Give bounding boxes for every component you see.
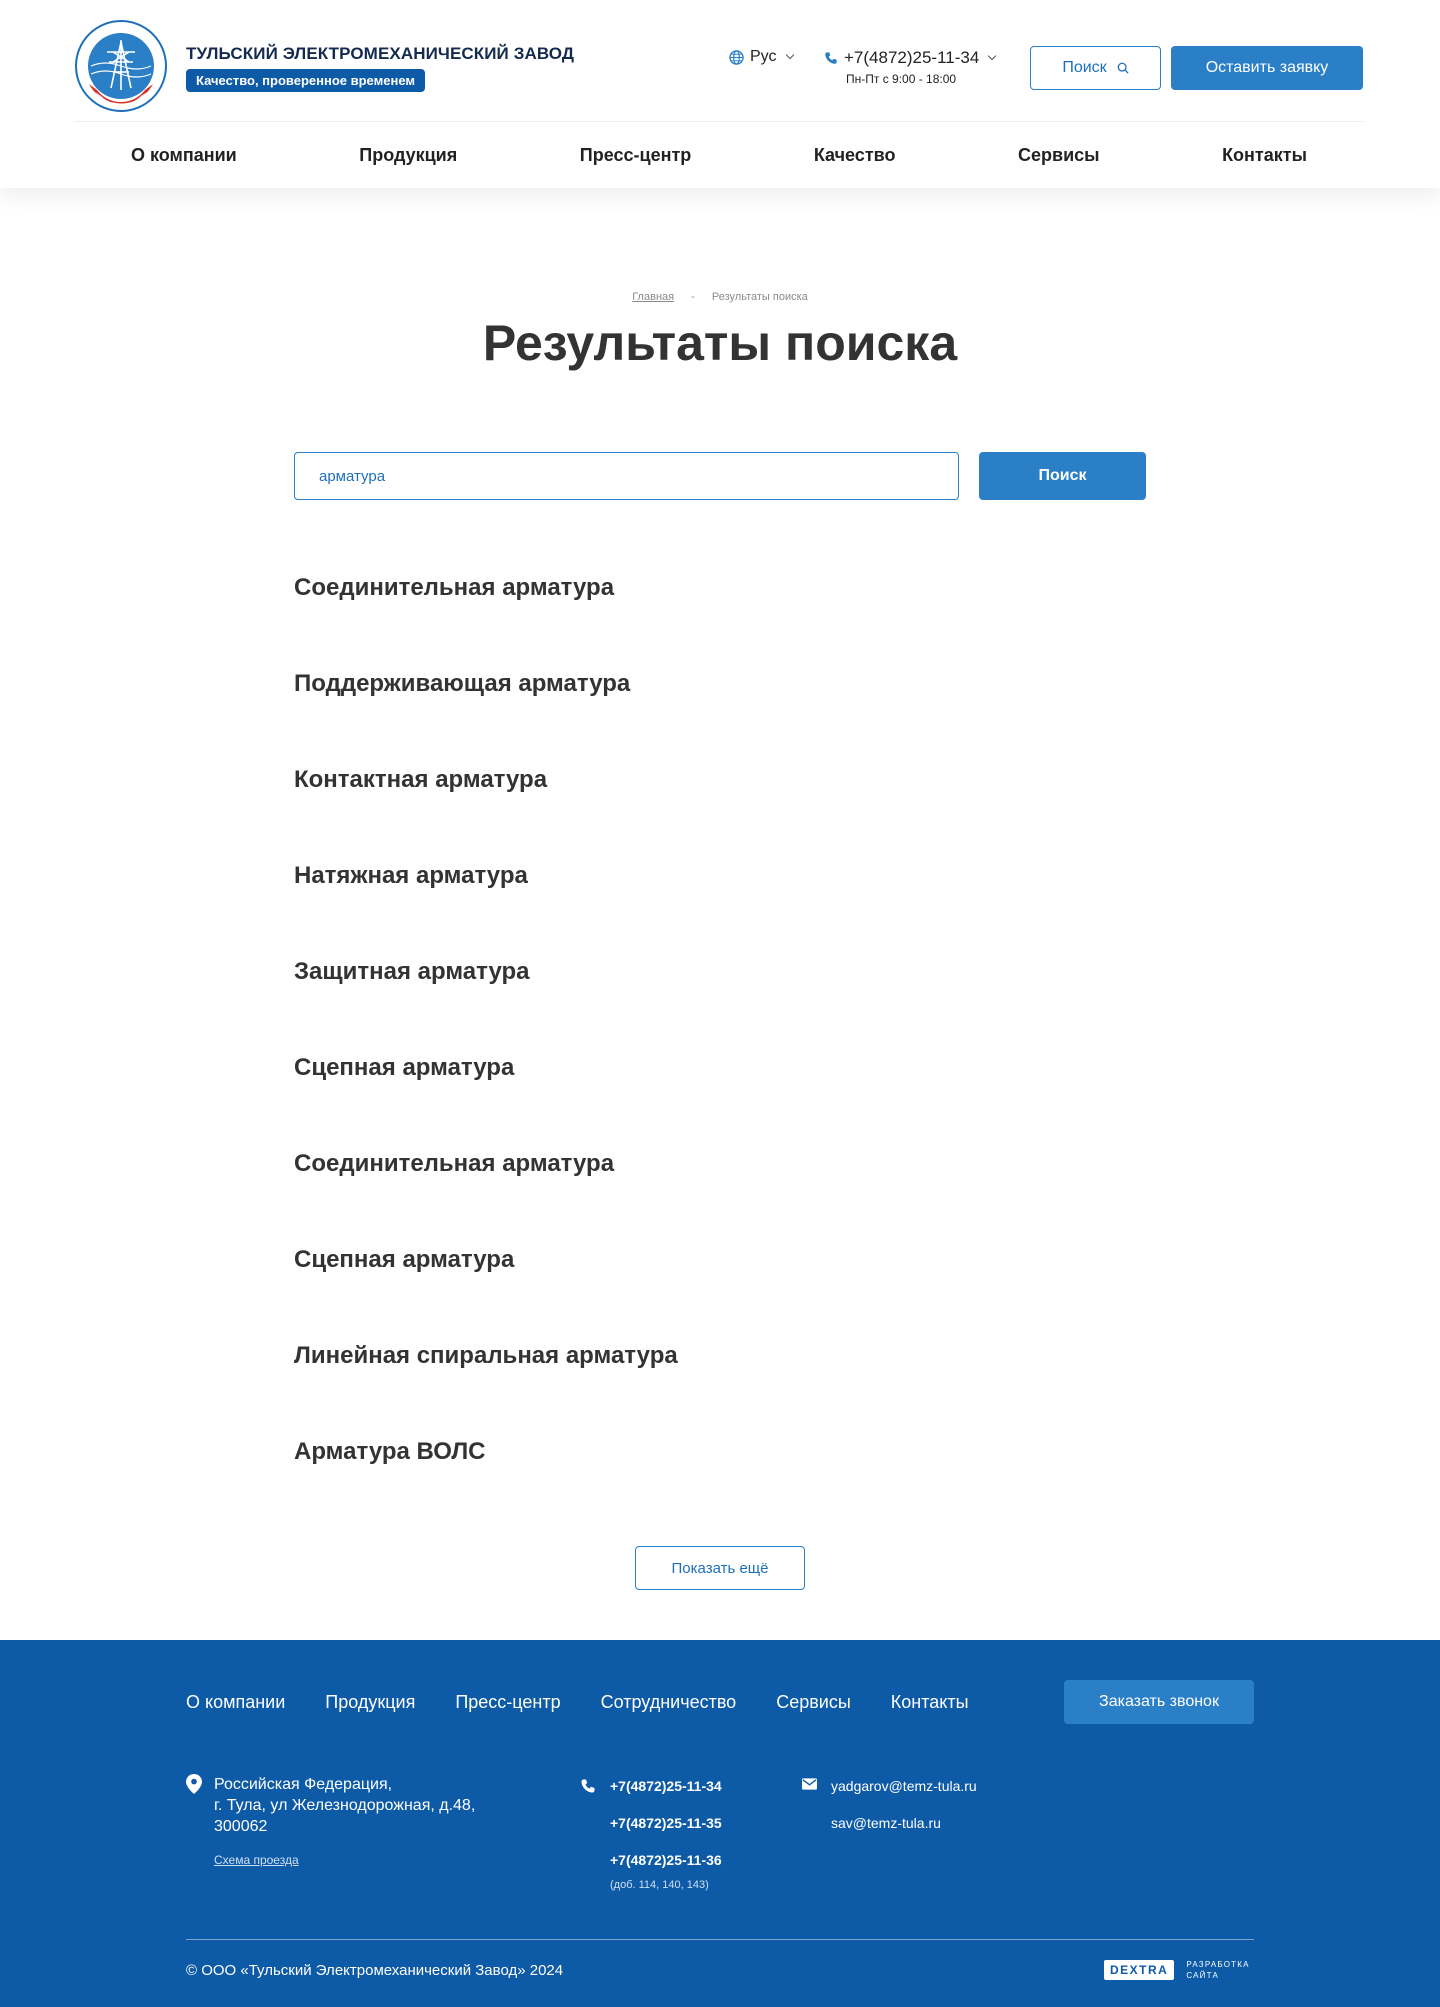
brand-tagline: Качество, проверенное временем bbox=[186, 69, 425, 92]
chevron-down-icon bbox=[988, 52, 996, 60]
language-selector[interactable] bbox=[729, 48, 793, 66]
search-results bbox=[294, 570, 1146, 1530]
footer-nav-cooperation[interactable]: Сотрудничество bbox=[600, 1692, 737, 1712]
footer-phone[interactable]: +7(4872)25-11-36 bbox=[610, 1852, 722, 1868]
nav-item-press[interactable]: Пресс-центр bbox=[579, 144, 692, 165]
site-header bbox=[0, 0, 1440, 188]
footer-nav-services[interactable]: Сервисы bbox=[776, 1692, 851, 1712]
header-search-button[interactable] bbox=[1030, 46, 1161, 90]
phone-icon bbox=[824, 51, 838, 65]
header-phone-number[interactable]: +7(4872)25-11-34 bbox=[844, 48, 980, 67]
header-phone[interactable] bbox=[824, 48, 995, 86]
header-search-label: Поиск bbox=[1062, 59, 1107, 76]
search-result-item[interactable]: Поддерживающая арматура bbox=[294, 670, 631, 697]
search-result-item[interactable]: Сцепная арматура bbox=[294, 1246, 515, 1273]
footer-nav-products[interactable]: Продукция bbox=[325, 1692, 416, 1712]
page-title: Результаты поиска bbox=[482, 315, 958, 371]
search-result-item[interactable]: Сцепная арматура bbox=[294, 1054, 515, 1081]
footer-phones bbox=[580, 1778, 722, 1891]
show-more-button[interactable]: Показать ещё bbox=[635, 1546, 805, 1590]
footer-nav-press[interactable]: Пресс-центр bbox=[455, 1692, 561, 1712]
footer-phone[interactable]: +7(4872)25-11-34 bbox=[610, 1778, 722, 1794]
phone-extensions: (доб. 114, 140, 143) bbox=[610, 1879, 709, 1891]
address-line: г. Тула, ул Железнодорожная, д.48, bbox=[214, 1797, 476, 1814]
search-result-item[interactable]: Соединительная арматура bbox=[294, 1150, 615, 1177]
footer-email[interactable]: yadgarov@temz-tula.ru bbox=[831, 1778, 977, 1794]
nav-item-quality[interactable]: Качество bbox=[813, 144, 896, 165]
footer-nav-contacts[interactable]: Контакты bbox=[890, 1692, 969, 1712]
nav-item-services[interactable]: Сервисы bbox=[1018, 144, 1100, 165]
search-result-item[interactable]: Защитная арматура bbox=[294, 958, 530, 985]
developer-credit[interactable] bbox=[1104, 1959, 1256, 1981]
language-label: Рус bbox=[750, 48, 777, 65]
footer-address bbox=[186, 1774, 514, 1867]
address-line: 300062 bbox=[214, 1818, 268, 1835]
site-footer bbox=[0, 1640, 1440, 2007]
footer-nav-about[interactable]: О компании bbox=[186, 1692, 286, 1712]
nav-item-products[interactable]: Продукция bbox=[359, 144, 458, 165]
footer-divider bbox=[186, 1939, 1254, 1940]
developer-logo: DEXTRA bbox=[1104, 1960, 1174, 1980]
footer-phone[interactable]: +7(4872)25-11-35 bbox=[610, 1815, 722, 1831]
search-input[interactable] bbox=[294, 452, 959, 500]
chevron-down-icon bbox=[785, 51, 793, 59]
breadcrumb-separator: - bbox=[691, 291, 695, 303]
search-icon bbox=[1117, 62, 1129, 74]
breadcrumb-current: Результаты поиска bbox=[711, 291, 808, 303]
working-hours: Пн-Пт с 9:00 - 18:00 bbox=[846, 72, 957, 86]
order-callback-button[interactable]: Заказать звонок bbox=[1064, 1680, 1254, 1724]
location-pin-icon bbox=[186, 1774, 202, 1794]
search-button[interactable]: Поиск bbox=[979, 452, 1146, 500]
main-nav bbox=[75, 122, 1363, 188]
address-text bbox=[214, 1774, 514, 1837]
route-map-link[interactable]: Схема проезда bbox=[214, 1853, 299, 1867]
footer-emails bbox=[802, 1778, 977, 1852]
search-result-item[interactable]: Соединительная арматура bbox=[294, 574, 615, 601]
nav-item-contacts[interactable]: Контакты bbox=[1222, 144, 1307, 165]
breadcrumb-home[interactable]: Главная bbox=[632, 291, 675, 303]
brand-title: ТУЛЬСКИЙ ЭЛЕКТРОМЕХАНИЧЕСКИЙ ЗАВОД bbox=[186, 44, 575, 63]
footer-email[interactable]: sav@temz-tula.ru bbox=[831, 1815, 941, 1831]
developer-caption: РАЗРАБОТКА САЙТА bbox=[1186, 1960, 1250, 1980]
search-result-item[interactable]: Контактная арматура bbox=[294, 766, 548, 793]
breadcrumb bbox=[0, 291, 1440, 303]
address-line: Российская Федерация, bbox=[214, 1776, 393, 1793]
footer-nav bbox=[186, 1692, 969, 1713]
phone-icon bbox=[580, 1778, 596, 1794]
leave-request-button[interactable]: Оставить заявку bbox=[1171, 46, 1363, 90]
globe-icon bbox=[729, 50, 744, 65]
search-result-item[interactable]: Линейная спиральная арматура bbox=[294, 1342, 678, 1369]
mail-icon bbox=[802, 1778, 817, 1790]
copyright: © ООО «Тульский Электромеханический Завод» 2024 bbox=[186, 1962, 564, 1979]
nav-item-about[interactable]: О компании bbox=[131, 144, 237, 165]
company-logo[interactable] bbox=[75, 20, 167, 112]
search-result-item[interactable]: Натяжная арматура bbox=[294, 862, 528, 889]
search-result-item[interactable]: Арматура ВОЛС bbox=[294, 1438, 486, 1465]
